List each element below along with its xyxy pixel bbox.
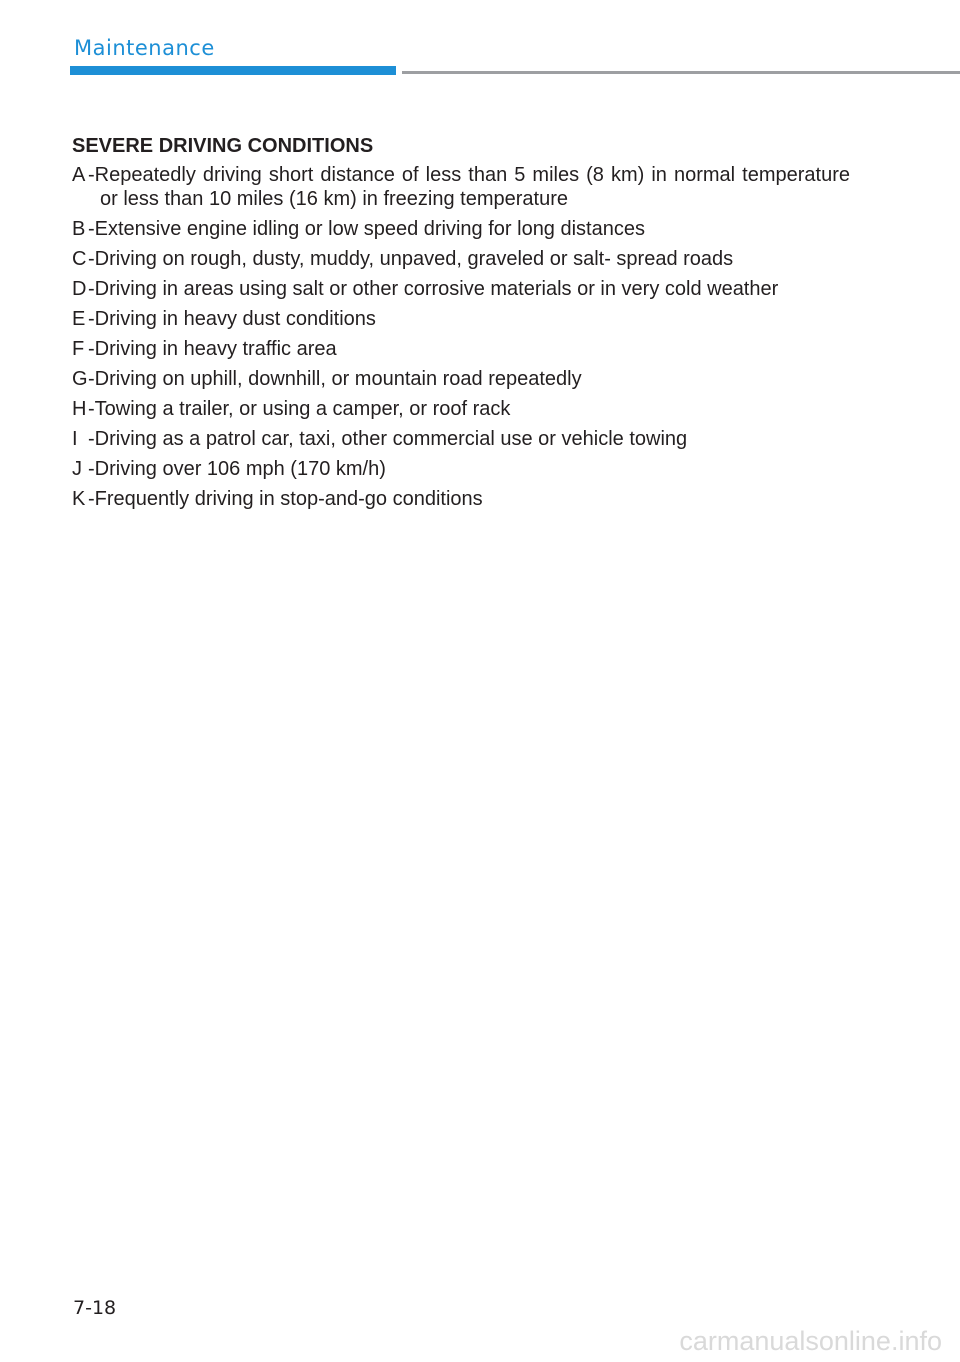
condition-text: -Extensive engine idling or low speed driving for long distances bbox=[88, 218, 645, 240]
section-title: Maintenance bbox=[74, 36, 215, 60]
list-item bbox=[72, 337, 850, 361]
list-item bbox=[72, 163, 850, 211]
main-content bbox=[72, 133, 850, 517]
condition-letter: I bbox=[72, 428, 78, 450]
condition-text: -Driving on uphill, downhill, or mountain road repeatedly bbox=[88, 368, 582, 390]
watermark: carmanualsonline.info bbox=[679, 1326, 942, 1356]
condition-text: -Driving as a patrol car, taxi, other commercial use or vehicle towing bbox=[88, 428, 688, 450]
condition-text: -Driving on rough, dusty, muddy, unpaved, graveled or salt- spread roads bbox=[88, 248, 734, 270]
list-item bbox=[72, 487, 850, 511]
list-item bbox=[72, 247, 850, 271]
condition-letter: D bbox=[72, 278, 87, 300]
condition-text: -Driving over 106 mph (170 km/h) bbox=[88, 458, 386, 480]
list-item bbox=[72, 457, 850, 481]
page-number: 7-18 bbox=[73, 1297, 117, 1319]
header-divider-rule bbox=[402, 71, 960, 74]
condition-letter: K bbox=[72, 488, 86, 510]
condition-letter: J bbox=[72, 458, 82, 480]
list-item bbox=[72, 277, 850, 301]
condition-letter: E bbox=[72, 308, 86, 330]
condition-letter: A bbox=[72, 164, 86, 186]
condition-letter: C bbox=[72, 248, 87, 270]
condition-text: -Driving in areas using salt or other corrosive materials or in very cold weather bbox=[88, 278, 779, 300]
condition-text: -Repeatedly driving short distance of less than 5 miles (8 km) in normal temperature or less than 10 miles (16 km) in freezing temperature bbox=[88, 164, 850, 210]
condition-letter: B bbox=[72, 218, 86, 240]
condition-letter: F bbox=[72, 338, 85, 360]
list-item bbox=[72, 397, 850, 421]
list-item bbox=[72, 367, 850, 391]
condition-text: -Frequently driving in stop-and-go conditions bbox=[88, 488, 483, 510]
list-item bbox=[72, 217, 850, 241]
condition-text: -Driving in heavy traffic area bbox=[88, 338, 337, 360]
condition-letter: G bbox=[72, 368, 88, 390]
list-item bbox=[72, 307, 850, 331]
conditions-list bbox=[72, 163, 850, 511]
section-heading: SEVERE DRIVING CONDITIONS bbox=[72, 135, 374, 157]
condition-letter: H bbox=[72, 398, 87, 420]
condition-text: -Towing a trailer, or using a camper, or roof rack bbox=[88, 398, 511, 420]
header-accent-rule bbox=[70, 66, 396, 75]
list-item bbox=[72, 427, 850, 451]
condition-text: -Driving in heavy dust conditions bbox=[88, 308, 376, 330]
